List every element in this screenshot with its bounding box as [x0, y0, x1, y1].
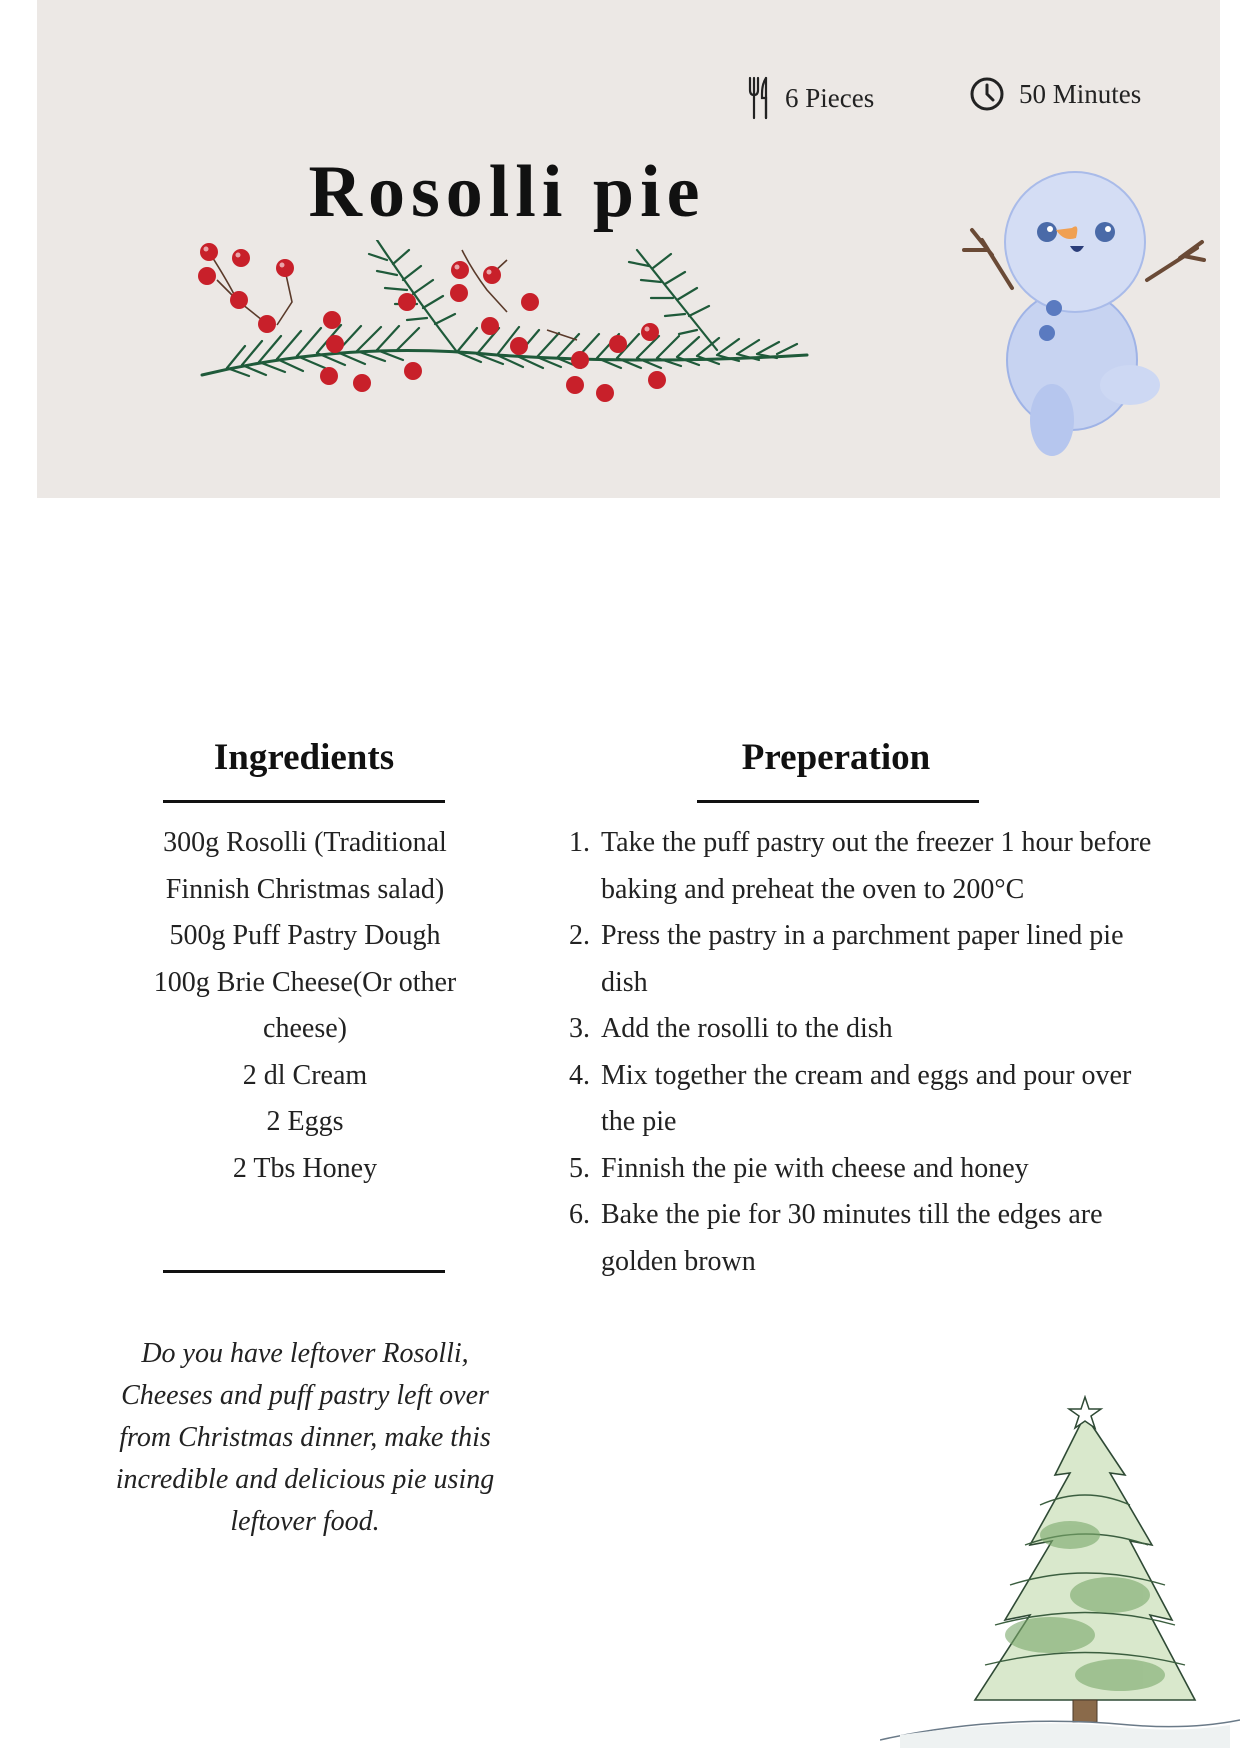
leftover-note: Do you have leftover Rosolli, Cheeses and puff pastry left over from Christmas dinner, make this incredible and delicious pie using leftover food.: [115, 1338, 495, 1537]
time-text: 50 Minutes: [1019, 78, 1142, 109]
fork-knife-icon: [747, 76, 771, 120]
ingredients-divider: [163, 800, 445, 803]
list-item: 2 Eggs: [266, 1106, 344, 1137]
ingredients-list: [130, 820, 480, 1192]
clock-icon: [969, 76, 1005, 112]
preparation-steps: [575, 820, 1157, 1285]
step-item: 4. Mix together the cream and eggs and pour over the pie: [597, 1053, 1157, 1146]
step-item: 6. Bake the pie for 30 minutes till the edges are golden brown: [597, 1192, 1157, 1285]
ingredients-heading: Ingredients: [213, 737, 395, 778]
header-banner: [37, 0, 1220, 498]
note-divider: [163, 1270, 445, 1273]
servings-info: [747, 76, 874, 120]
step-item: 2. Press the pastry in a parchment paper lined pie dish: [597, 913, 1157, 1006]
list-item: 2 dl Cream: [242, 1059, 368, 1091]
list-item: 100g Brie Cheese(Or other cheese): [153, 966, 457, 1044]
holly-garland-illustration: [197, 240, 817, 424]
snowman-illustration: [952, 150, 1212, 474]
list-item: 2 Tbs Honey: [232, 1152, 378, 1184]
step-item: 5. Finnish the pie with cheese and honey: [597, 1146, 1157, 1193]
time-info: [969, 76, 1141, 112]
servings-text: 6 Pieces: [785, 82, 875, 113]
list-item: 300g Rosolli (Traditional Finnish Christmas salad): [163, 827, 447, 905]
page-title: Rosolli pie: [308, 151, 706, 233]
preparation-heading: Preperation: [741, 737, 931, 778]
christmas-tree-illustration: [880, 1395, 1240, 1752]
step-item: 3. Add the rosolli to the dish: [597, 1006, 1157, 1053]
preparation-divider: [697, 800, 979, 803]
step-item: 1. Take the puff pastry out the freezer 1 hour before baking and preheat the oven to 200°C: [597, 820, 1157, 913]
list-item: 500g Puff Pastry Dough: [169, 920, 441, 951]
